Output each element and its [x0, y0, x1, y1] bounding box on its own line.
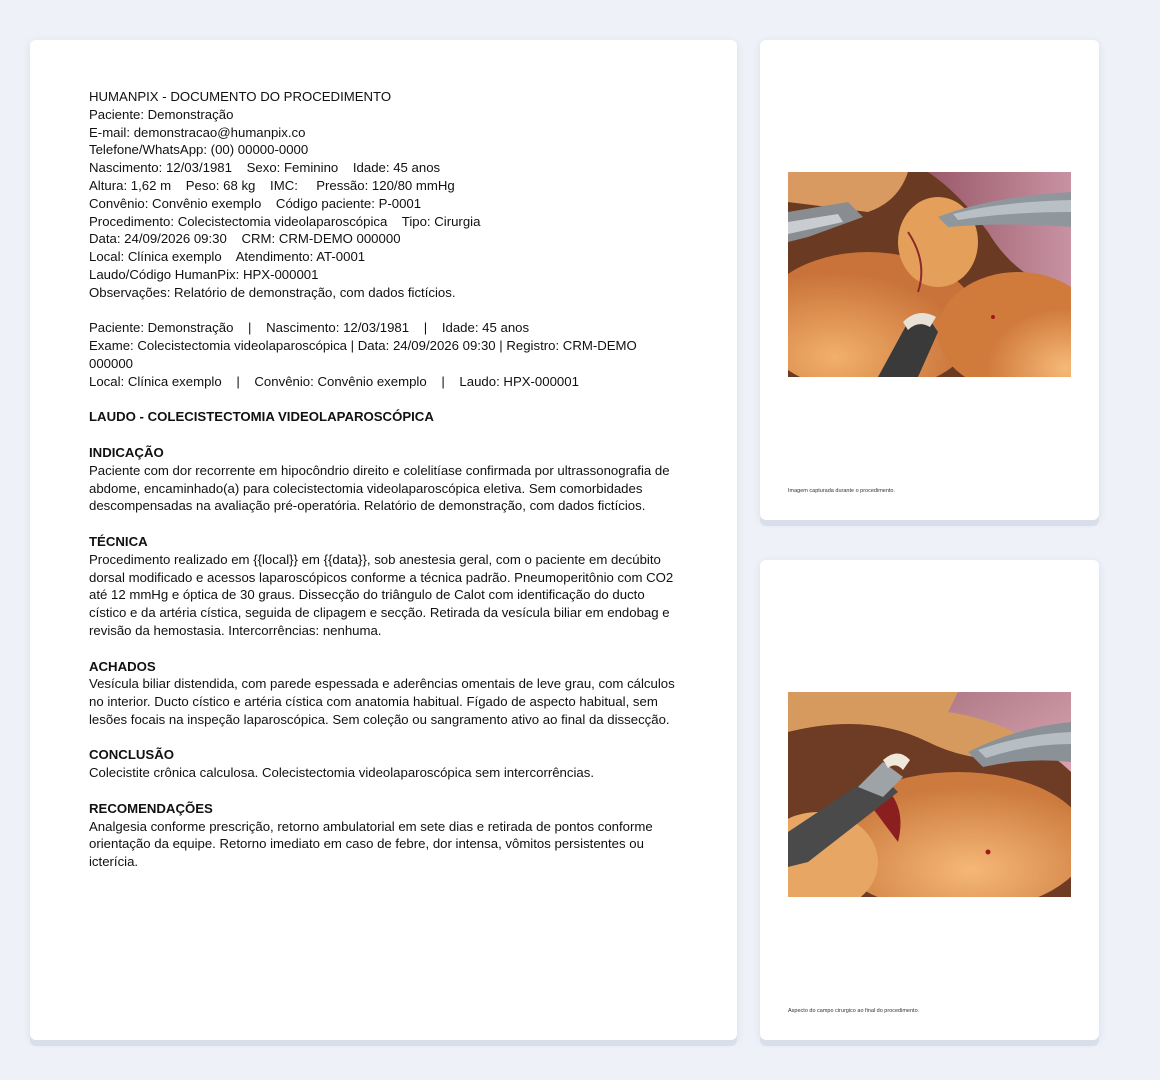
patient-email: E-mail: demonstracao@humanpix.co [89, 124, 306, 140]
report-title: LAUDO - COLECISTECTOMIA VIDEOLAPAROSCÓPICA [89, 409, 434, 425]
section-text-tecnica: Procedimento realizado em {{local}} em {{data}}, sob anestesia geral, com o paciente em decúbito dorsal modificado e acessos laparoscópicos conforme a técnica padrão. Pneumoperitônio com CO2 até 12 mmHg e óptica de 30 graus. Dissecção do triângulo de Calot com identificação do ducto cístico e da artéria cística, seguida de clipagem e secção. Retirada da vesícula biliar em endobag e revisão da hemostasia. Intercorrências: nenhuma. [89, 551, 674, 638]
section-text-recomendacoes: Analgesia conforme prescrição, retorno ambulatorial em sete dias e retirada de pontos conforme orientação da equipe. Retorno imediato em caso de febre, dor intensa, vômitos persistentes ou icterícia. [89, 818, 653, 870]
section-title-achados: ACHADOS [89, 658, 156, 674]
section-title-recomendacoes: RECOMENDAÇÕES [89, 800, 213, 816]
surgical-photo-1 [788, 172, 1071, 377]
date-crm-line: Data: 24/09/2026 09:30 CRM: CRM-DEMO 000000 [89, 231, 401, 247]
report-body [89, 88, 679, 871]
section-text-conclusao: Colecistite crônica calculosa. Colecistectomia videolaparoscópica sem intercorrências. [89, 765, 595, 781]
image-page-1 [760, 40, 1099, 520]
report-page [30, 40, 737, 1040]
surgical-photo-2 [788, 692, 1071, 897]
image-page-2 [760, 560, 1099, 1040]
patient-name: Paciente: Demonstração [89, 106, 234, 122]
image-caption-1: Imagem capturada durante o procedimento. [788, 488, 896, 494]
section-title-tecnica: TÉCNICA [89, 533, 148, 549]
surgical-photo-2-art [788, 692, 1071, 897]
patient-insurance: Convênio: Convênio exemplo Código paciente: P-0001 [89, 195, 422, 211]
location-line: Local: Clínica exemplo Atendimento: AT-0001 [89, 249, 366, 265]
patient-vitals: Altura: 1,62 m Peso: 68 kg IMC: Pressão: 120/80 mmHg [89, 177, 455, 193]
report-code-line: Laudo/Código HumanPix: HPX-000001 [89, 266, 319, 282]
summary-line-3: Local: Clínica exemplo | Convênio: Convênio exemplo | Laudo: HPX-000001 [89, 373, 579, 389]
patient-phone: Telefone/WhatsApp: (00) 00000-0000 [89, 142, 309, 158]
procedure-line: Procedimento: Colecistectomia videolaparoscópica Tipo: Cirurgia [89, 213, 481, 229]
section-text-achados: Vesícula biliar distendida, com parede espessada e aderências omentais de leve grau, com cálculos no interior. Ducto cístico e artéria cística com anatomia habitual. Fígado de aspecto habitual, sem lesões focais na inspeção laparoscópica. Sem coleção ou sangramento ativo ao final da dissecção. [89, 676, 675, 727]
section-title-conclusao: CONCLUSÃO [89, 747, 174, 763]
observations-line: Observações: Relatório de demonstração, com dados fictícios. [89, 284, 456, 300]
patient-birth-sex-age: Nascimento: 12/03/1981 Sexo: Feminino Idade: 45 anos [89, 160, 441, 176]
section-title-indicacao: INDICAÇÃO [89, 444, 164, 460]
summary-line-1: Paciente: Demonstração | Nascimento: 12/03/1981 | Idade: 45 anos [89, 320, 530, 336]
surgical-photo-1-art [788, 172, 1071, 377]
image-caption-2: Aspecto do campo cirurgico ao final do procedimento. [788, 1008, 920, 1014]
section-text-indicacao: Paciente com dor recorrente em hipocôndrio direito e colelitíase confirmada por ultrassonografia de abdome, encaminhado(a) para colecistectomia videolaparoscópica eletiva. Sem comorbidades descompensadas na avaliação pré-operatória. Relatório de demonstração, com dados fictícios. [89, 462, 670, 514]
doc-title: HUMANPIX - DOCUMENTO DO PROCEDIMENTO [89, 89, 392, 104]
summary-line-2: Exame: Colecistectomia videolaparoscópica | Data: 24/09/2026 09:30 | Registro: CRM-DEMO 000000 [89, 338, 637, 371]
